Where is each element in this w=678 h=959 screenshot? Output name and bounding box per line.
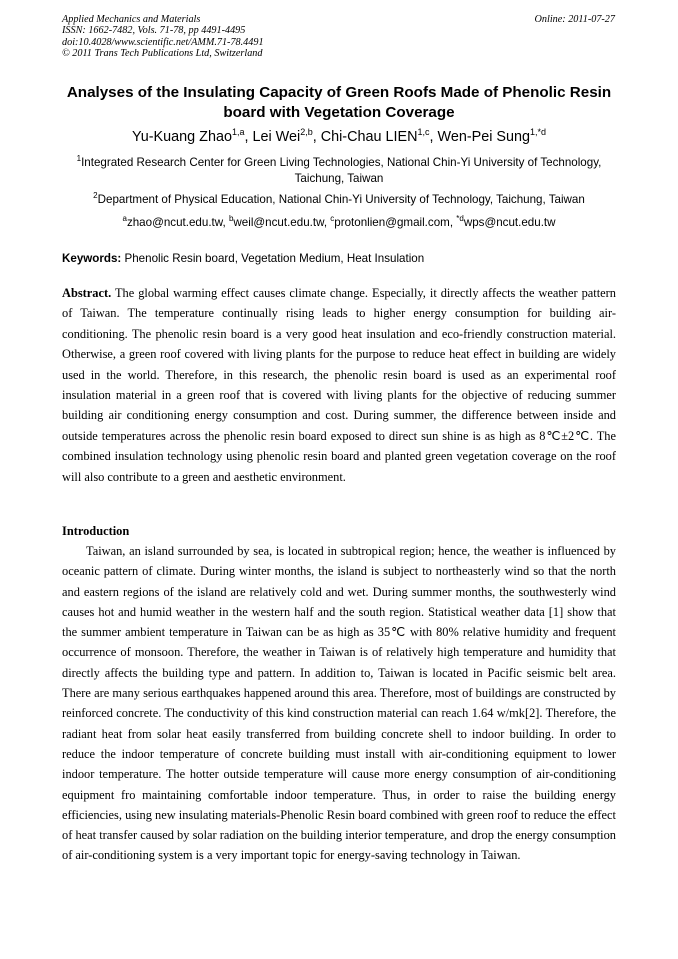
email-separator: , (323, 216, 331, 229)
abstract-section (62, 283, 616, 487)
author-name: Lei Wei (252, 129, 301, 145)
email-address[interactable]: zhao@ncut.edu.tw (126, 216, 223, 229)
email-mark: *d (456, 214, 464, 224)
introduction-paragraph: Taiwan, an island surrounded by sea, is located in subtropical region; hence, the weather is influenced by oceanic pattern of climate. During winter months, the island is subject to northeasterly wind so that the north and eastern regions of the island are relatively cold and wet. During summer months, the southwesterly wind causes hot and humid weather in the western half and the south region. Statistical weather data [1] show that the summer ambient temperature in Taiwan can be as high as 35℃ with 80% relative humidity and frequent occurrence of monsoon. Therefore, the weather in Taiwan is of relatively high temperature and humidity that directly affects the building type and pattern. In addition to, Taiwan is located in Pacific seismic belt area. There are many serious earthquakes happened around this area. Therefore, most of buildings are constructed by reinforced concrete. The conductivity of this kind construction material can reach 1.64 w/mk[2]. Therefore, the radiant heat from solar heat easily transferred from building concrete shell to indoor building. In order to reduce the indoor temperature of concrete building must install with air-conditioning equipment to lower indoor temperature. The hotter outside temperature will cause more energy consumption of air-conditioning equipment fro maintaining comfortable indoor temperature. Thus, in order to raise the building energy efficiencies, using new insulating materials-Phenolic Resin board combined with green roof to reduce the effect of heat transfer caused by solar radiation on the building interior temperature, and drop the energy consumption of air-conditioning system is a very important topic for energy-saving technology in Taiwan. (62, 544, 616, 863)
affiliation-mark: 1 (76, 154, 82, 164)
paper-title: Analyses of the Insulating Capacity of Green Roofs Made of Phenolic Resin board with Vegetation Coverage (66, 84, 612, 121)
online-date: Online: 2011-07-27 (534, 14, 615, 25)
email-address[interactable]: weil@ncut.edu.tw (233, 216, 324, 229)
email-address[interactable]: wps@ncut.edu.tw (463, 216, 556, 229)
journal-name: Applied Mechanics and Materials (62, 14, 201, 25)
email-separator: , (449, 216, 457, 229)
introduction-heading: Introduction (62, 524, 130, 538)
author-name: Wen-Pei Sung (437, 129, 531, 145)
email-mark: c (330, 214, 335, 224)
author-superscript: 1,*d (530, 127, 547, 138)
journal-header (62, 14, 264, 59)
affiliation-mark: 2 (93, 191, 98, 201)
author-name: Chi-Chau LIEN (320, 129, 418, 145)
author-list (62, 128, 616, 146)
email-mark: a (122, 214, 127, 224)
email-list (62, 215, 616, 231)
affiliation-text: Integrated Research Center for Green Living Technologies, National Chin-Yi University of Technology, Taichung, Taiwan (81, 156, 602, 185)
affiliation-1 (62, 155, 616, 187)
author-superscript: 1,c (417, 127, 430, 138)
affiliation-text: Department of Physical Education, National Chin-Yi University of Technology, Taichung, Taiwan (97, 193, 585, 206)
doi-line: doi:10.4028/www.scientific.net/AMM.71-78.4491 (62, 36, 264, 48)
keywords-text: Phenolic Resin board, Vegetation Medium, Heat Insulation (121, 252, 425, 265)
author-superscript: 2,b (300, 127, 313, 138)
keywords-section (62, 251, 616, 267)
affiliation-2 (62, 192, 616, 208)
keywords-label: Keywords: (62, 252, 122, 265)
email-address[interactable]: protonlien@gmail.com (334, 216, 450, 229)
issn-line: ISSN: 1662-7482, Vols. 71-78, pp 4491-4495 (62, 25, 246, 37)
email-mark: b (228, 214, 234, 224)
author-name: Yu-Kuang Zhao (131, 129, 232, 145)
copyright-line: © 2011 Trans Tech Publications Ltd, Switzerland (62, 47, 263, 59)
abstract-text: The global warming effect causes climate change. Especially, it directly affects the weather pattern of Taiwan. The temperature continually rising leads to higher energy consumption for building air-conditioning. The phenolic resin board is a very good heat insulation and eco-friendly construction material. Otherwise, a green roof covered with living plants for the purpose to reduce heat effect in building are widely used in the world. Therefore, in this research, the phenolic resin board is used as an experimental roof insulation material in a green roof that is covered with living plants for the objective of reducing summer building air conditioning energy consumption and cost. During summer, the difference between inside and outside temperatures across the phenolic resin board exposed to direct sun shine is as high as 8℃±2℃. The combined insulation technology using phenolic resin board and planted green vegetation coverage on the roof will also contribute to a green and aesthetic environment. (62, 286, 616, 484)
email-separator: , (222, 216, 229, 229)
author-separator: , (244, 129, 253, 145)
author-separator: , (312, 129, 321, 145)
author-separator: , (429, 129, 438, 145)
abstract-label: Abstract. (62, 286, 112, 300)
author-superscript: 1,a (231, 127, 245, 138)
